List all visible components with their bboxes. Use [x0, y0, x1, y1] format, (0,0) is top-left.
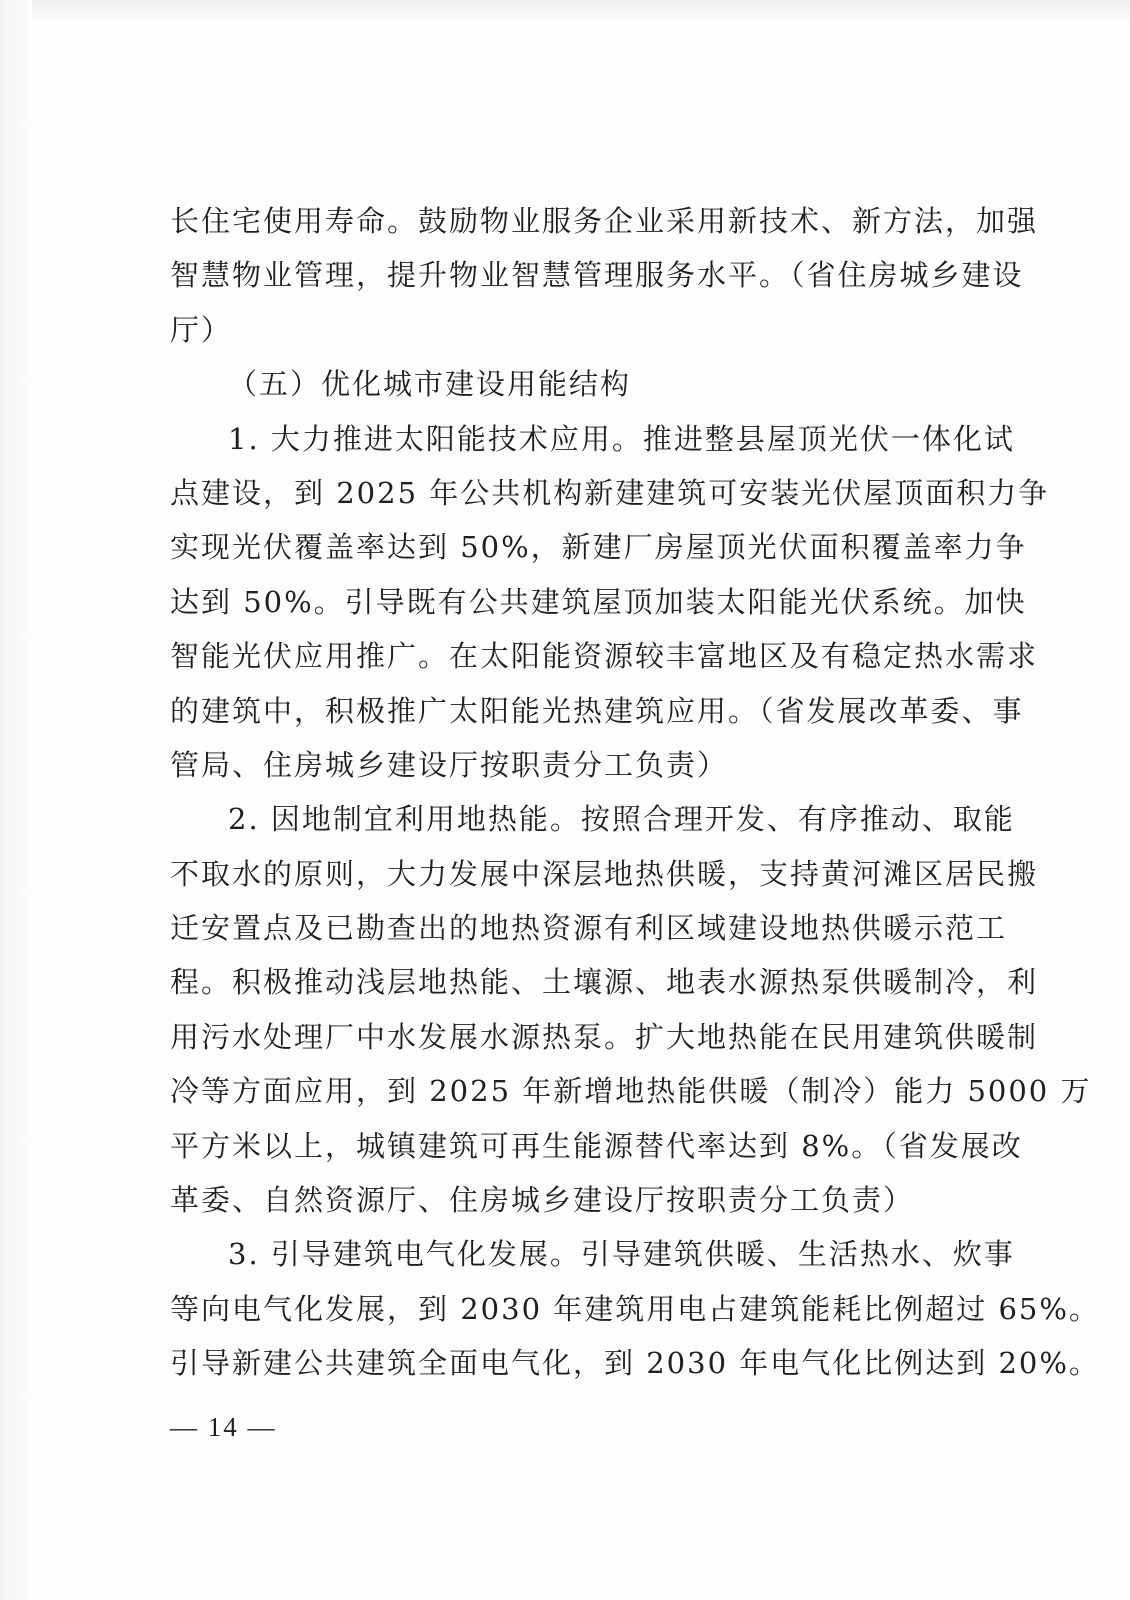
- text-line: 实现光伏覆盖率达到 50%，新建厂房屋顶光伏面积覆盖率力争: [170, 530, 1027, 565]
- text-line: 长住宅使用寿命。鼓励物业服务企业采用新技术、新方法，加强: [170, 204, 1039, 238]
- text-line: 点建设，到 2025 年公共机构新建建筑可安装光伏屋顶面积力争: [170, 475, 1050, 510]
- text-line: 厅）: [170, 312, 233, 347]
- text-line: 程。积极推动浅层地热能、土壤源、地表水源热泵供暖制冷，利: [170, 965, 1039, 1000]
- text-line: 引导新建公共建筑全面电气化，到 2030 年电气化比例达到 20%。: [170, 1346, 1100, 1381]
- text-line: 2. 因地制宜利用地热能。按照合理开发、有序推动、取能: [228, 802, 1015, 837]
- text-line: 迁安置点及已勘查出的地热资源有利区域建设地热供暖示范工: [170, 911, 1008, 946]
- text-line: 用污水处理厂中水发展水源热泵。扩大地热能在民用建筑供暖制: [170, 1019, 1039, 1054]
- text-line: 达到 50%。引导既有公共建筑屋顶加装太阳能光伏系统。加快: [170, 584, 1027, 619]
- text-line: 革委、自然资源厅、住房城乡建设厅按职责分工负责）: [170, 1183, 915, 1218]
- text-line: 等向电气化发展，到 2030 年建筑用电占建筑能耗比例超过 65%。: [170, 1291, 1100, 1326]
- text-line: 管局、住房城乡建设厅按职责分工负责）: [170, 747, 729, 782]
- text-line: 冷等方面应用，到 2025 年新增地热能供暖（制冷）能力 5000 万: [170, 1074, 1092, 1109]
- text-line: 1. 大力推进太阳能技术应用。推进整县屋顶光伏一体化试: [228, 421, 1015, 456]
- scan-shadow-left: [0, 0, 32, 1600]
- text-line: 不取水的原则，大力发展中深层地热供暖，支持黄河滩区居民搬: [170, 856, 1039, 891]
- section-heading: （五）优化城市建设用能结构: [228, 367, 632, 402]
- text-line: 3. 引导建筑电气化发展。引导建筑供暖、生活热水、炊事: [228, 1237, 1015, 1272]
- page-number: — 14 —: [170, 1412, 277, 1442]
- text-line: 智慧物业管理，提升物业智慧管理服务水平。（省住房城乡建设: [170, 258, 1024, 293]
- text-line: 的建筑中，积极推广太阳能光热建筑应用。（省发展改革委、事: [170, 693, 1024, 728]
- scan-shadow-top: [0, 0, 1130, 24]
- text-line: 平方米以上，城镇建筑可再生能源替代率达到 8%。（省发展改: [170, 1128, 1023, 1163]
- body-text: [170, 194, 1100, 1391]
- text-line: 智能光伏应用推广。在太阳能资源较丰富地区及有稳定热水需求: [170, 639, 1039, 674]
